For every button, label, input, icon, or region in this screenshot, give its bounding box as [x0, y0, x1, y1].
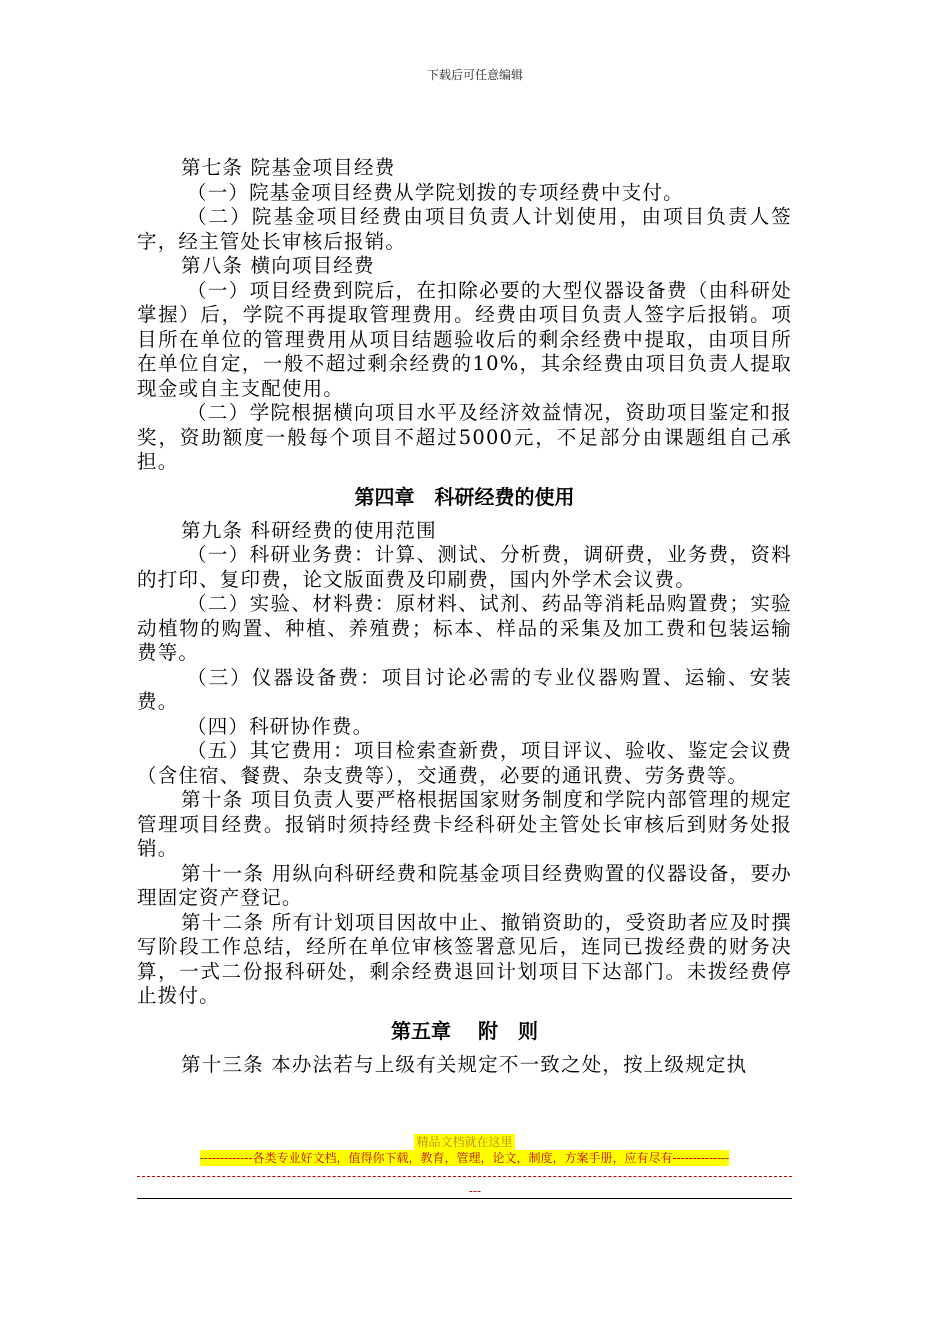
- article-8-title: 第八条 横向项目经费: [181, 254, 375, 277]
- article-12: 第十二条 所有计划项目因故中止、撤销资助的，受资助者应及时撰写阶段工作总结，经所在单位审核签署意见后，连同已拨经费的财务决算，一式二份报科研处，剩余经费退回计划项目下达部门。未拨经费停止拨付。: [137, 910, 792, 1007]
- article-7-item-2: （二）院基金项目经费由项目负责人计划使用，由项目负责人签字，经主管处长审核后报销。: [137, 205, 792, 253]
- document-body: [137, 156, 792, 1077]
- footer-dash-tail: ---: [468, 1184, 482, 1198]
- article-11: 第十一条 用纵向科研经费和院基金项目经费购置的仪器设备，要办理固定资产登记。: [137, 861, 792, 909]
- article-13: 第十三条 本办法若与上级有关规定不一致之处，按上级规定执: [181, 1052, 748, 1076]
- article-10: 第十条 项目负责人要严格根据国家财务制度和学院内部管理的规定管理项目经费。报销时须持经费卡经科研处主管处长审核后到财务处报销。: [137, 788, 792, 860]
- article-9-item-2: （二）实验、材料费：原材料、试剂、药品等消耗品购置费；实验动植物的购置、种植、养殖费；标本、样品的采集及加工费和包装运输费等。: [137, 592, 792, 664]
- article-9-item-1: （一）科研业务费：计算、测试、分析费，调研费，业务费，资料的打印、复印费，论文版面费及印刷费，国内外学术会议费。: [137, 543, 792, 591]
- footer-rule: [137, 1198, 792, 1199]
- article-9-item-5: （五）其它费用：项目检索查新费，项目评议、验收、鉴定会议费（含住宿、餐费、杂支费等），交通费，必要的通讯费、劳务费等。: [137, 739, 792, 787]
- article-8-item-1: （一）项目经费到院后，在扣除必要的大型仪器设备费（由科研处掌握）后，学院不再提取管理费用。经费由项目负责人签字后报销。项目所在单位的管理费用从项目结题验收后的剩余经费中提取，由项目所在单位自定，一般不超过剩余经费的10%，其余经费由项目负责人提取现金或自主支配使用。: [137, 278, 792, 400]
- footer-title: 精品文档就在这里: [416, 1135, 513, 1149]
- chapter-5-heading: 第五章 附 则: [391, 1018, 538, 1043]
- article-7-title: 第七条 院基金项目经费: [181, 156, 396, 179]
- article-7-item-1: （一）院基金项目经费从学院划拨的专项经费中支付。: [187, 180, 684, 204]
- article-8-item-2: （二）学院根据横向项目水平及经济效益情况，资助项目鉴定和报奖，资助额度一般每个项目不超过5000元，不足部分由课题组自己承担。: [137, 401, 792, 473]
- footer-ad-banner: -------------各类专业好文档，值得你下载，教育，管理，论文，制度，方案手册，应有尽有--------------: [199, 1151, 730, 1165]
- article-9-item-3: （三）仪器设备费：项目讨论必需的专业仪器购置、运输、安装费。: [137, 665, 792, 713]
- article-9-item-4: （四）科研协作费。: [187, 714, 374, 738]
- article-9-title: 第九条 科研经费的使用范围: [181, 518, 437, 542]
- page-header: 下载后可任意编辑: [426, 68, 523, 82]
- chapter-4-heading: 第四章 科研经费的使用: [354, 484, 575, 509]
- footer-dashed-divider: [137, 1176, 792, 1177]
- page-footer: [137, 1134, 792, 1166]
